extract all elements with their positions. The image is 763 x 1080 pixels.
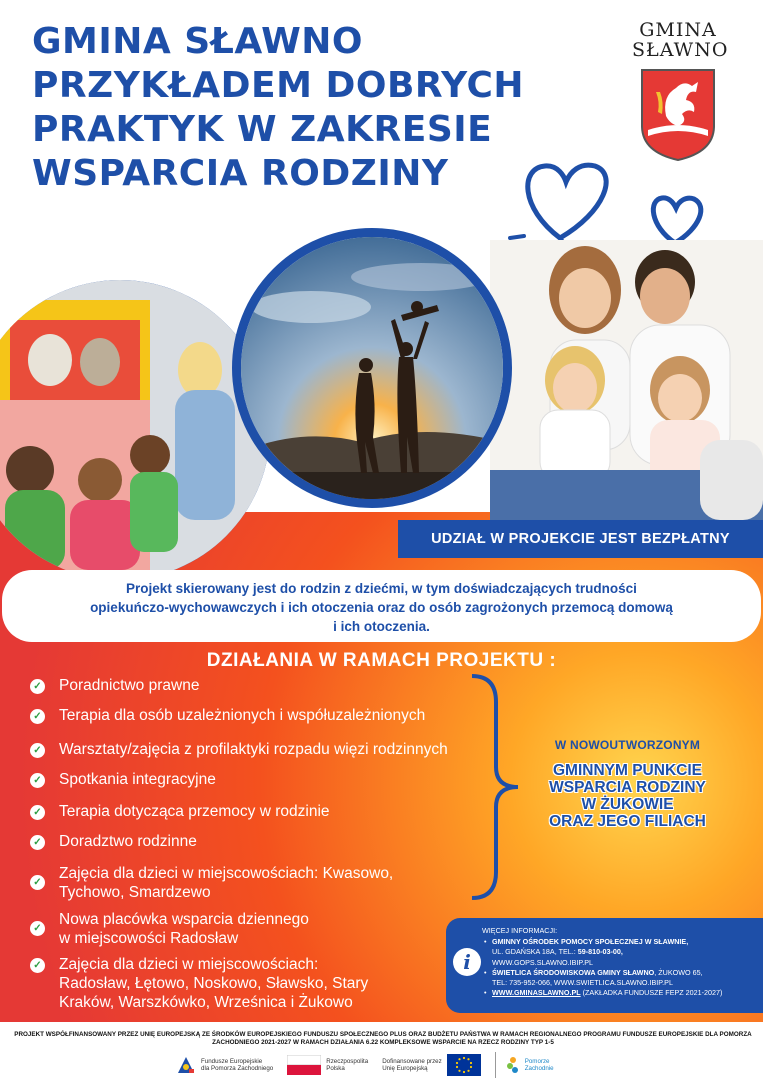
- activity-label-line: Radosław, Łętowo, Noskowo, Sławsko, Stary: [59, 975, 369, 992]
- eu-flag-icon: [447, 1054, 481, 1076]
- support-point-intro: W NOWOUTWORZONYM: [554, 738, 701, 752]
- photo-family: [490, 240, 763, 520]
- info-heading: WIĘCEJ INFORMACJI:: [482, 926, 558, 935]
- fe-logo-icon: [176, 1055, 196, 1075]
- activity-label: Spotkania integracyjne: [59, 771, 216, 788]
- check-icon: ✓: [30, 875, 45, 890]
- activity-item: [30, 676, 199, 695]
- gmina-website-note: (ZAKŁADKA FUNDUSZE FEPZ 2021-2027): [580, 988, 723, 998]
- title-line: WSPARCIA RODZINY: [32, 153, 449, 194]
- support-point-callout: [520, 738, 735, 830]
- activity-label: Terapia dla osób uzależnionych i współuzależnionych: [59, 707, 426, 724]
- logo-divider: [495, 1052, 496, 1078]
- photo-sunset-family: [232, 228, 512, 508]
- activity-label-line: Tychowo, Smardzewo: [59, 884, 211, 901]
- logo-text-line: Pomorze: [524, 1057, 550, 1065]
- activity-label: Terapia dotycząca przemocy w rodzinie: [59, 803, 330, 820]
- crest-name-line: SŁAWNO: [632, 39, 729, 61]
- activity-label: Warsztaty/zajęcia z profilaktyki rozpadu więzi rodzinnych: [59, 741, 448, 758]
- activity-label-line: Nowa placówka wsparcia dziennego: [59, 911, 309, 928]
- gops-name: GMINNY OŚRODEK POMOCY SPOŁECZNEJ W SŁAWNIE,: [492, 937, 689, 947]
- activity-item: [30, 740, 448, 759]
- check-icon: ✓: [30, 835, 45, 850]
- polish-flag-icon: [287, 1055, 321, 1075]
- title-line: GMINA SŁAWNO: [32, 21, 364, 62]
- check-icon: ✓: [30, 743, 45, 758]
- swietlica-contact[interactable]: TEL: 735-952-066, WWW.SWIETLICA.SLAWNO.IBIP.PL: [492, 978, 673, 988]
- check-icon: ✓: [30, 958, 45, 973]
- gmina-website-link[interactable]: WWW.GMINASLAWNO.PL: [492, 988, 581, 998]
- cofinancing-line: PROJEKT WSPÓŁFINANSOWANY PRZEZ UNIĘ EUROPEJSKĄ ZE ŚRODKÓW EUROPEJSKIEGO FUNDUSZU SPOŁECZNEGO PLUS ORAZ BUDŻETU PAŃSTWA W RAMACH REGIONALNEGO PROGRAMU FUNDUSZE EUROPEJSKIE DLA POMORZA: [14, 1031, 752, 1038]
- gmina-crest: [632, 19, 729, 168]
- check-icon: ✓: [30, 679, 45, 694]
- activity-label: Poradnictwo prawne: [59, 677, 200, 694]
- logo-text-line: Fundusze Europejskie: [201, 1057, 263, 1065]
- logo-rzeczpospolita: [287, 1055, 368, 1075]
- brace-icon: [468, 672, 528, 902]
- gops-address: UL. GDAŃSKA 18A, TEL.:: [492, 947, 576, 957]
- activity-item: [30, 832, 197, 851]
- info-icon: i: [453, 948, 481, 976]
- check-icon: ✓: [30, 773, 45, 788]
- activity-item: [30, 955, 368, 1012]
- activities-heading: DZIAŁANIA W RAMACH PROJEKTU :: [206, 650, 557, 671]
- contact-website: [482, 988, 757, 998]
- activity-label: Doradztwo rodzinne: [59, 833, 197, 850]
- logo-text-line: Zachodnie: [524, 1065, 554, 1072]
- support-point-line: WSPARCIA RODZINY: [549, 779, 706, 796]
- activity-label-line: Zajęcia dla dzieci w miejscowościach:: [59, 956, 319, 973]
- support-point-line: GMINNYM PUNKCIE: [553, 762, 702, 779]
- check-icon: ✓: [30, 921, 45, 936]
- logo-text-line: dla Pomorza Zachodniego: [201, 1065, 274, 1072]
- contact-swietlica: [482, 968, 757, 988]
- cofinancing-line: ZACHODNIEGO 2021-2027 W RAMACH DZIAŁANIA 6.22 KOMPLEKSOWE WSPARCIE NA RZECZ RODZINY TYP 1-5: [212, 1039, 554, 1046]
- contact-list: [482, 937, 757, 998]
- activity-item: [30, 706, 425, 725]
- activity-label-line: w miejscowości Radosław: [59, 930, 239, 947]
- activity-label-line: Zajęcia dla dzieci w miejscowościach: Kwasowo,: [59, 865, 394, 882]
- support-point-name: [520, 762, 735, 830]
- activity-label: [59, 910, 309, 948]
- title-line: PRAKTYK W ZAKRESIE: [32, 109, 493, 150]
- logo-text-line: Unię Europejską: [382, 1065, 428, 1072]
- support-point-line: W ŻUKOWIE: [581, 796, 674, 813]
- description-line: opiekuńczo-wychowawczych i ich otoczenia oraz do osób zagrożonych przemocą domową: [90, 600, 673, 615]
- logo-text-line: Dofinansowane przez: [382, 1057, 442, 1065]
- logo-dofinansowane-ue: [382, 1054, 481, 1076]
- activity-item: [30, 864, 393, 902]
- activity-item: [30, 910, 309, 948]
- funding-logos: [176, 1050, 568, 1080]
- crest-name-line: GMINA: [639, 19, 717, 41]
- support-point-line: ORAZ JEGO FILIACH: [549, 813, 706, 830]
- activity-label: [59, 955, 368, 1012]
- activity-item: [30, 770, 216, 789]
- activity-label-line: Kraków, Warszkówko, Wrześnica i Żukowo: [59, 994, 353, 1011]
- project-description: [2, 570, 761, 642]
- contact-gops: [482, 937, 757, 968]
- activity-item: [30, 802, 330, 821]
- contact-info-box: [446, 918, 763, 1013]
- logo-fundusze-europejskie: [176, 1055, 273, 1075]
- cofinancing-note: [8, 1031, 758, 1047]
- pomorze-logo-icon: [506, 1055, 520, 1075]
- logo-text-line: Polska: [326, 1065, 345, 1072]
- activity-label: [59, 864, 393, 902]
- logo-pomorze-zachodnie: [506, 1055, 554, 1075]
- free-participation-banner: UDZIAŁ W PROJEKCIE JEST BEZPŁATNY: [398, 520, 763, 558]
- check-icon: ✓: [30, 709, 45, 724]
- logo-text-line: Rzeczpospolita: [326, 1057, 369, 1065]
- title-line: PRZYKŁADEM DOBRYCH: [32, 65, 524, 106]
- check-icon: ✓: [30, 805, 45, 820]
- gops-phone: 59-810-03-00,: [577, 947, 623, 957]
- description-line: i ich otoczenia.: [333, 619, 430, 634]
- description-line: Projekt skierowany jest do rodzin z dziećmi, w tym doświadczających trudności: [126, 581, 637, 596]
- swietlica-address: , ŻUKOWO 65,: [654, 967, 703, 977]
- swietlica-name: ŚWIETLICA ŚRODOWISKOWA GMINY SŁAWNO: [492, 967, 655, 977]
- gops-website[interactable]: WWW.GOPS.SLAWNO.IBIP.PL: [492, 957, 594, 967]
